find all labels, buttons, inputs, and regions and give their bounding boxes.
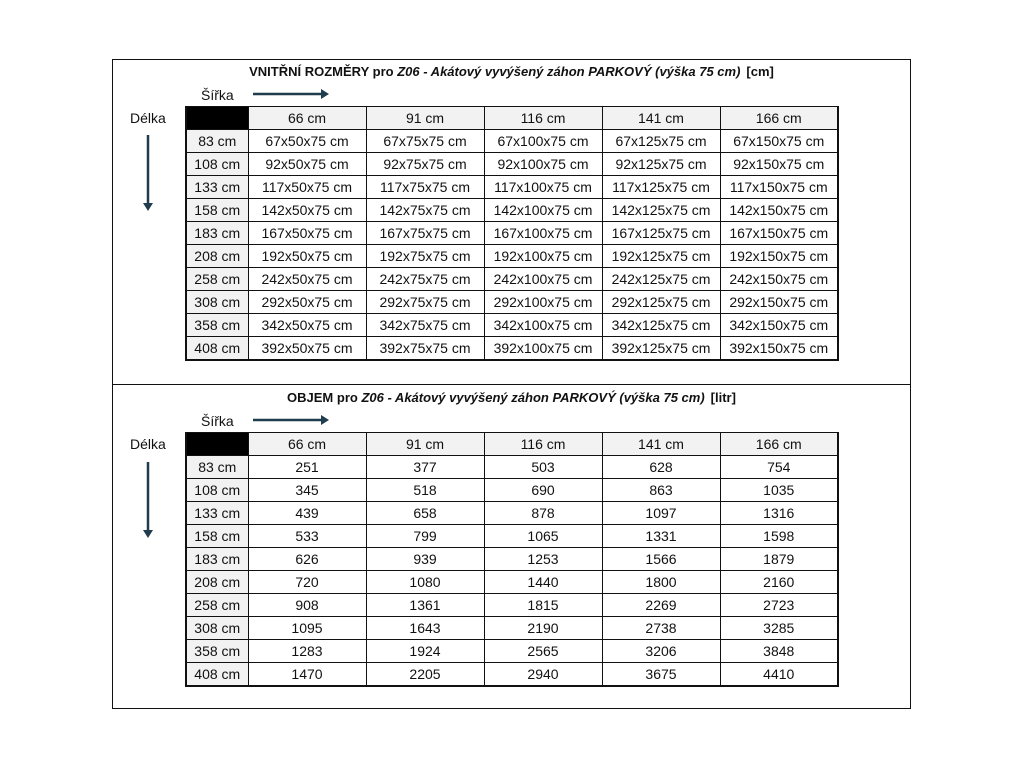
volume-column-header: 91 cm bbox=[366, 433, 484, 456]
section-divider bbox=[112, 384, 911, 385]
volume-table-row bbox=[186, 456, 838, 479]
dimensions-title bbox=[112, 64, 911, 79]
dimensions-table-cell: 142x50x75 cm bbox=[248, 199, 366, 222]
dimensions-table-cell: 192x75x75 cm bbox=[366, 245, 484, 268]
dimensions-table-cell: 142x75x75 cm bbox=[366, 199, 484, 222]
volume-table-cell: 345 bbox=[248, 479, 366, 502]
dimensions-table-cell: 92x150x75 cm bbox=[720, 153, 838, 176]
volume-title-product: Z06 - Akátový vyvýšený záhon PARKOVÝ (výška 75 cm) bbox=[361, 390, 705, 405]
volume-row-header: 208 cm bbox=[186, 571, 248, 594]
volume-table-row bbox=[186, 594, 838, 617]
dimensions-table-row bbox=[186, 153, 838, 176]
volume-table-cell: 1879 bbox=[720, 548, 838, 571]
volume-row-header: 183 cm bbox=[186, 548, 248, 571]
volume-table-cell: 1800 bbox=[602, 571, 720, 594]
volume-table-cell: 2205 bbox=[366, 663, 484, 687]
dimensions-table-row bbox=[186, 176, 838, 199]
dimensions-table-cell: 92x75x75 cm bbox=[366, 153, 484, 176]
volume-table-cell: 3675 bbox=[602, 663, 720, 687]
dimensions-column-header: 66 cm bbox=[248, 107, 366, 130]
volume-table-cell: 1283 bbox=[248, 640, 366, 663]
volume-table-cell: 2940 bbox=[484, 663, 602, 687]
dimensions-table-cell: 292x125x75 cm bbox=[602, 291, 720, 314]
dimensions-table-cell: 117x50x75 cm bbox=[248, 176, 366, 199]
dimensions-row-header: 158 cm bbox=[186, 199, 248, 222]
volume-table-cell: 1253 bbox=[484, 548, 602, 571]
volume-table-cell: 863 bbox=[602, 479, 720, 502]
dimensions-table-cell: 167x100x75 cm bbox=[484, 222, 602, 245]
dimensions-column-header: 91 cm bbox=[366, 107, 484, 130]
volume-table-row bbox=[186, 548, 838, 571]
volume-table-cell: 1065 bbox=[484, 525, 602, 548]
volume-table-cell: 1097 bbox=[602, 502, 720, 525]
dimensions-title-unit: [cm] bbox=[746, 64, 774, 79]
volume-table-cell: 3848 bbox=[720, 640, 838, 663]
volume-table-cell: 1035 bbox=[720, 479, 838, 502]
dimensions-row-header: 358 cm bbox=[186, 314, 248, 337]
volume-header-row bbox=[186, 433, 838, 456]
dimensions-table-cell: 167x50x75 cm bbox=[248, 222, 366, 245]
volume-table-cell: 2565 bbox=[484, 640, 602, 663]
dimensions-table-cell: 392x150x75 cm bbox=[720, 337, 838, 361]
dimensions-length-label: Délka bbox=[130, 110, 166, 126]
volume-table-cell: 503 bbox=[484, 456, 602, 479]
volume-table-cell: 439 bbox=[248, 502, 366, 525]
dimensions-table-cell: 117x75x75 cm bbox=[366, 176, 484, 199]
volume-row-header: 258 cm bbox=[186, 594, 248, 617]
dimensions-table-cell: 117x100x75 cm bbox=[484, 176, 602, 199]
dimensions-table-cell: 342x75x75 cm bbox=[366, 314, 484, 337]
volume-table-cell: 2160 bbox=[720, 571, 838, 594]
volume-row-header: 108 cm bbox=[186, 479, 248, 502]
dimensions-table-cell: 242x75x75 cm bbox=[366, 268, 484, 291]
dimensions-table-cell: 292x100x75 cm bbox=[484, 291, 602, 314]
volume-table-cell: 1361 bbox=[366, 594, 484, 617]
dimensions-table-cell: 67x100x75 cm bbox=[484, 130, 602, 153]
volume-column-header: 141 cm bbox=[602, 433, 720, 456]
volume-table-cell: 878 bbox=[484, 502, 602, 525]
dimensions-table-cell: 242x50x75 cm bbox=[248, 268, 366, 291]
dimensions-table-cell: 242x125x75 cm bbox=[602, 268, 720, 291]
volume-column-header: 116 cm bbox=[484, 433, 602, 456]
volume-table-cell: 2190 bbox=[484, 617, 602, 640]
volume-table-cell: 251 bbox=[248, 456, 366, 479]
dimensions-table-cell: 67x125x75 cm bbox=[602, 130, 720, 153]
dimensions-table-row bbox=[186, 130, 838, 153]
dimensions-table-cell: 92x125x75 cm bbox=[602, 153, 720, 176]
dimensions-column-header: 116 cm bbox=[484, 107, 602, 130]
dimensions-row-header: 408 cm bbox=[186, 337, 248, 361]
dimensions-table-cell: 192x150x75 cm bbox=[720, 245, 838, 268]
volume-table-cell: 2738 bbox=[602, 617, 720, 640]
volume-table-row bbox=[186, 617, 838, 640]
volume-title-prefix: OBJEM pro bbox=[287, 390, 358, 405]
volume-width-label: Šířka bbox=[201, 413, 234, 429]
volume-row-header: 158 cm bbox=[186, 525, 248, 548]
volume-length-label: Délka bbox=[130, 436, 166, 452]
dimensions-row-header: 183 cm bbox=[186, 222, 248, 245]
volume-table-cell: 908 bbox=[248, 594, 366, 617]
volume-table-cell: 3285 bbox=[720, 617, 838, 640]
dimensions-row-header: 258 cm bbox=[186, 268, 248, 291]
dimensions-row-header: 83 cm bbox=[186, 130, 248, 153]
dimensions-table-cell: 342x100x75 cm bbox=[484, 314, 602, 337]
volume-table-cell: 626 bbox=[248, 548, 366, 571]
volume-table-cell: 1924 bbox=[366, 640, 484, 663]
volume-table-cell: 1080 bbox=[366, 571, 484, 594]
volume-table-cell: 1815 bbox=[484, 594, 602, 617]
volume-table-row bbox=[186, 502, 838, 525]
dimensions-table-cell: 67x50x75 cm bbox=[248, 130, 366, 153]
volume-table-row bbox=[186, 571, 838, 594]
volume-table-cell: 4410 bbox=[720, 663, 838, 687]
volume-table-cell: 799 bbox=[366, 525, 484, 548]
dimensions-table-row bbox=[186, 314, 838, 337]
volume-table-cell: 754 bbox=[720, 456, 838, 479]
volume-table-cell: 939 bbox=[366, 548, 484, 571]
volume-table-cell: 1643 bbox=[366, 617, 484, 640]
volume-corner-cell bbox=[186, 433, 248, 456]
volume-row-header: 133 cm bbox=[186, 502, 248, 525]
dimensions-title-product: Z06 - Akátový vyvýšený záhon PARKOVÝ (výška 75 cm) bbox=[397, 64, 741, 79]
dimensions-table-cell: 167x150x75 cm bbox=[720, 222, 838, 245]
volume-table-cell: 690 bbox=[484, 479, 602, 502]
volume-table-cell: 1470 bbox=[248, 663, 366, 687]
dimensions-table-cell: 117x125x75 cm bbox=[602, 176, 720, 199]
dimensions-table-row bbox=[186, 199, 838, 222]
volume-table-cell: 533 bbox=[248, 525, 366, 548]
dimensions-table-cell: 342x150x75 cm bbox=[720, 314, 838, 337]
volume-table-cell: 377 bbox=[366, 456, 484, 479]
dimensions-table-row bbox=[186, 268, 838, 291]
dimensions-row-header: 108 cm bbox=[186, 153, 248, 176]
volume-table-cell: 1566 bbox=[602, 548, 720, 571]
dimensions-table-cell: 67x150x75 cm bbox=[720, 130, 838, 153]
dimensions-table-row bbox=[186, 222, 838, 245]
dimensions-table-cell: 242x150x75 cm bbox=[720, 268, 838, 291]
dimensions-table-cell: 142x100x75 cm bbox=[484, 199, 602, 222]
dimensions-table-cell: 392x125x75 cm bbox=[602, 337, 720, 361]
dimensions-column-header: 141 cm bbox=[602, 107, 720, 130]
dimensions-table bbox=[185, 106, 839, 361]
volume-table-cell: 3206 bbox=[602, 640, 720, 663]
dimensions-table-cell: 192x100x75 cm bbox=[484, 245, 602, 268]
dimensions-title-prefix: VNITŘNÍ ROZMĚRY pro bbox=[249, 64, 394, 79]
volume-table-cell: 2723 bbox=[720, 594, 838, 617]
dimensions-corner-cell bbox=[186, 107, 248, 130]
volume-title bbox=[112, 390, 911, 405]
dimensions-table-cell: 192x125x75 cm bbox=[602, 245, 720, 268]
arrow-right-icon bbox=[253, 415, 329, 425]
volume-table-cell: 1331 bbox=[602, 525, 720, 548]
dimensions-table-cell: 92x50x75 cm bbox=[248, 153, 366, 176]
dimensions-table-cell: 142x125x75 cm bbox=[602, 199, 720, 222]
volume-table-cell: 720 bbox=[248, 571, 366, 594]
dimensions-table-row bbox=[186, 337, 838, 361]
dimensions-table-row bbox=[186, 291, 838, 314]
dimensions-table-cell: 292x150x75 cm bbox=[720, 291, 838, 314]
dimensions-header-row bbox=[186, 107, 838, 130]
dimensions-table-cell: 192x50x75 cm bbox=[248, 245, 366, 268]
volume-table-cell: 1598 bbox=[720, 525, 838, 548]
dimensions-row-header: 133 cm bbox=[186, 176, 248, 199]
volume-title-unit: [litr] bbox=[710, 390, 736, 405]
dimensions-table-cell: 92x100x75 cm bbox=[484, 153, 602, 176]
dimensions-table-cell: 242x100x75 cm bbox=[484, 268, 602, 291]
volume-table-cell: 518 bbox=[366, 479, 484, 502]
volume-table-cell: 1440 bbox=[484, 571, 602, 594]
dimensions-table-cell: 392x75x75 cm bbox=[366, 337, 484, 361]
volume-column-header: 166 cm bbox=[720, 433, 838, 456]
dimensions-table-cell: 342x125x75 cm bbox=[602, 314, 720, 337]
dimensions-table-cell: 117x150x75 cm bbox=[720, 176, 838, 199]
dimensions-table-cell: 342x50x75 cm bbox=[248, 314, 366, 337]
volume-table-row bbox=[186, 640, 838, 663]
volume-table-row bbox=[186, 525, 838, 548]
volume-table-row bbox=[186, 479, 838, 502]
volume-row-header: 83 cm bbox=[186, 456, 248, 479]
volume-table bbox=[185, 432, 839, 687]
dimensions-table-cell: 292x50x75 cm bbox=[248, 291, 366, 314]
volume-table-cell: 2269 bbox=[602, 594, 720, 617]
volume-table-cell: 658 bbox=[366, 502, 484, 525]
arrow-down-icon bbox=[142, 135, 154, 211]
volume-column-header: 66 cm bbox=[248, 433, 366, 456]
volume-row-header: 358 cm bbox=[186, 640, 248, 663]
dimensions-table-cell: 167x75x75 cm bbox=[366, 222, 484, 245]
arrow-down-icon bbox=[142, 462, 154, 538]
dimensions-table-cell: 292x75x75 cm bbox=[366, 291, 484, 314]
arrow-right-icon bbox=[253, 89, 329, 99]
dimensions-table-cell: 392x100x75 cm bbox=[484, 337, 602, 361]
dimensions-table-cell: 392x50x75 cm bbox=[248, 337, 366, 361]
dimensions-width-label: Šířka bbox=[201, 87, 234, 103]
dimensions-table-row bbox=[186, 245, 838, 268]
volume-table-cell: 1095 bbox=[248, 617, 366, 640]
volume-table-row bbox=[186, 663, 838, 687]
dimensions-table-cell: 142x150x75 cm bbox=[720, 199, 838, 222]
dimensions-row-header: 308 cm bbox=[186, 291, 248, 314]
dimensions-table-cell: 167x125x75 cm bbox=[602, 222, 720, 245]
volume-table-cell: 1316 bbox=[720, 502, 838, 525]
dimensions-row-header: 208 cm bbox=[186, 245, 248, 268]
dimensions-column-header: 166 cm bbox=[720, 107, 838, 130]
volume-row-header: 408 cm bbox=[186, 663, 248, 687]
volume-row-header: 308 cm bbox=[186, 617, 248, 640]
volume-table-cell: 628 bbox=[602, 456, 720, 479]
dimensions-table-cell: 67x75x75 cm bbox=[366, 130, 484, 153]
